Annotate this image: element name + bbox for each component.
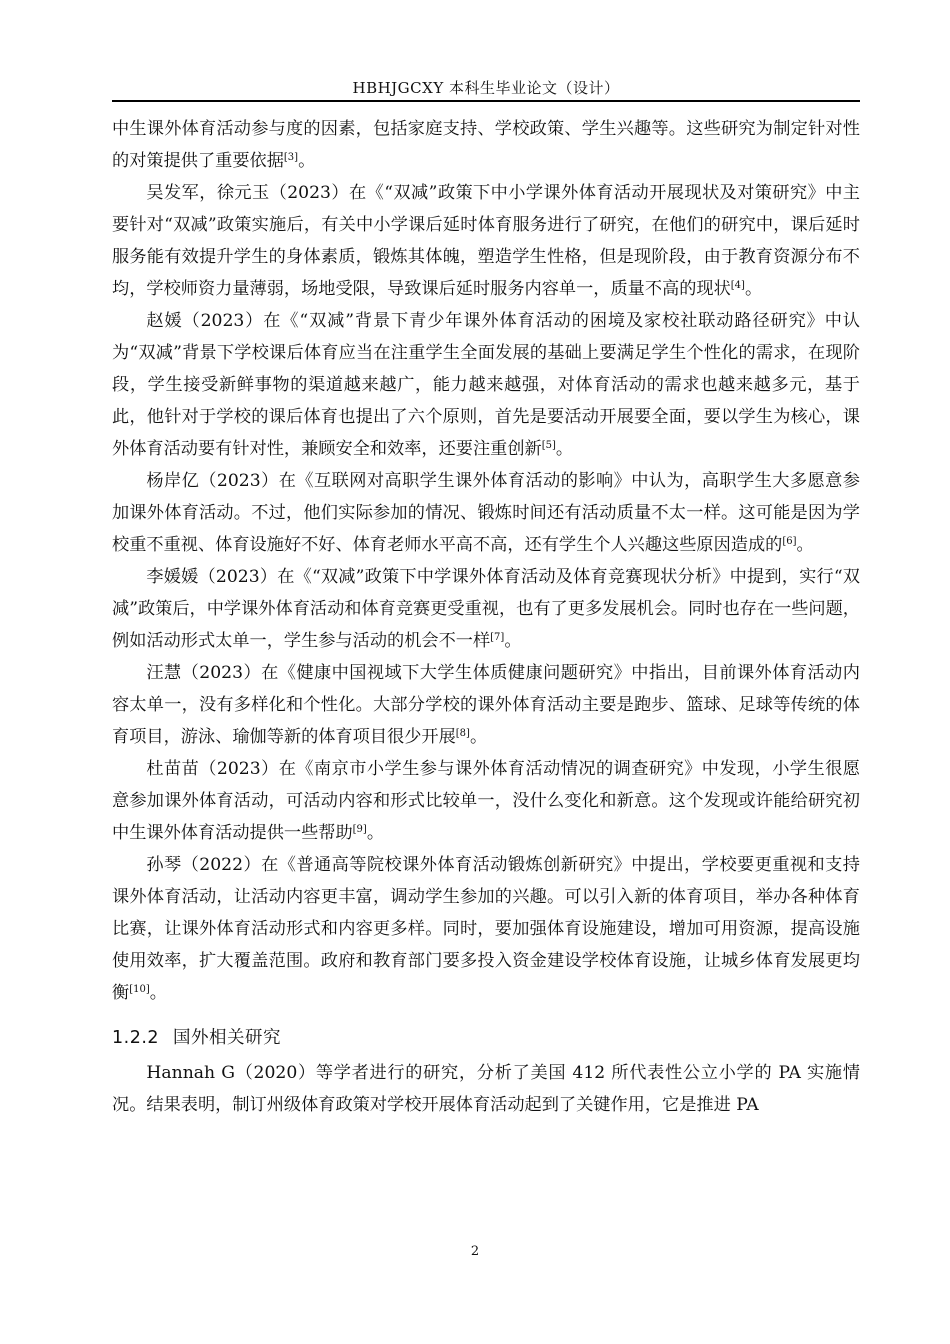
citation: [5] [541,440,556,451]
paragraph [112,465,860,561]
paragraph-end: 。 [504,631,522,651]
citation: [4] [730,280,745,291]
citation: [8] [455,728,470,739]
paragraph-text: 吴发军，徐元玉（2023）在《“双减”政策下中小学课外体育活动开展现状及对策研究》中主要针对“双减”政策实施后，有关中小学课后延时体育服务进行了研究，在他们的研究中，课后延时服务能有效提升学生的身体素质，锻炼其体魄，塑造学生性格，但是现阶段，由于教育资源分布不均，学校师资力量薄弱，场地受限，导致课后延时服务内容单一，质量不高的现状 [112,183,860,299]
paragraph [112,305,860,465]
paragraph-text: 杨岸亿（2023）在《互联网对高职学生课外体育活动的影响》中认为，高职学生大多愿意参加课外体育活动。不过，他们实际参加的情况、锻炼时间还有活动质量不太一样。这可能是因为学校重不重视、体育设施好不好、体育老师水平高不高，还有学生个人兴趣这些原因造成的 [112,471,860,555]
paragraph [112,753,860,849]
body-text [112,113,860,1121]
paragraph-text: 中生课外体育活动参与度的因素，包括家庭支持、学校政策、学生兴趣等。这些研究为制定针对性的对策提供了重要依据 [112,119,860,171]
paragraph-text: 汪慧（2023）在《健康中国视域下大学生体质健康问题研究》中指出，目前课外体育活动内容太单一，没有多样化和个性化。大部分学校的课外体育活动主要是跑步、篮球、足球等传统的体育项目，游泳、瑜伽等新的体育项目很少开展 [112,663,860,747]
section-number: 1.2.2 [112,1028,160,1048]
paragraph-end: 。 [469,727,488,747]
section-heading [112,1021,860,1055]
paragraph [112,657,860,753]
section-title: 国外相关研究 [173,1028,282,1048]
page-header: HBHJGCXY 本科生毕业论文（设计） [352,79,620,97]
paragraph-end: 。 [744,279,763,299]
page-number: 2 [470,1244,480,1259]
citation: [3] [283,152,299,163]
paragraph [112,113,860,177]
paragraph [112,177,860,305]
paragraph-end: 。 [555,439,574,459]
citation: [10] [129,984,150,995]
paragraph-text: 孙琴（2022）在《普通高等院校课外体育活动锻炼创新研究》中提出，学校要更重视和支持课外体育活动，让活动内容更丰富，调动学生参加的兴趣。可以引入新的体育项目，举办各种体育比赛，让课外体育活动形式和内容更多样。同时，要加强体育设施建设，增加可用资源，提高设施使用效率，扩大覆盖范围。政府和教育部门要多投入资金建设学校体育设施，让城乡体育发展更均衡 [112,855,860,1003]
paragraph-text: 赵媛（2023）在《“双减”背景下青少年课外体育活动的困境及家校社联动路径研究》中认为“双减”背景下学校课后体育应当在注重学生全面发展的基础上要满足学生个性化的需求，在现阶段，学生接受新鲜事物的渠道越来越广，能力越来越强，对体育活动的需求也越来越多元，基于此，他针对于学校的课后体育也提出了六个原则，首先是要活动开展要全面，要以学生为核心，课外体育活动要有针对性，兼顾安全和效率，还要注重创新 [112,311,860,459]
paragraph [112,561,860,657]
citation: [9] [352,824,367,835]
paragraph-end: 。 [149,983,167,1003]
citation: [6] [782,536,797,547]
citation: [7] [490,632,505,643]
paragraph [112,849,860,1009]
paragraph-end: 。 [366,823,385,843]
paragraph-text: 李媛媛（2023）在《“双减”政策下中学课外体育活动及体育竞赛现状分析》中提到，实行“双减”政策后，中学课外体育活动和体育竞赛更受重视，也有了更多发展机会。同时也存在一些问题，例如活动形式太单一，学生参与活动的机会不一样 [112,567,860,651]
paragraph [112,1057,860,1121]
paragraph-text: Hannah G（2020）等学者进行的研究，分析了美国 412 所代表性公立小学的 PA 实施情况。结果表明，制订州级体育政策对学校开展体育活动起到了关键作用，它是推进 PA [112,1063,860,1115]
paragraph-end: 。 [298,151,316,171]
header-divider [112,100,860,102]
paragraph-end: 。 [796,535,814,555]
paragraph-text: 杜苗苗（2023）在《南京市小学生参与课外体育活动情况的调查研究》中发现，小学生很愿意参加课外体育活动，可活动内容和形式比较单一，没什么变化和新意。这个发现或许能给研究初中生课外体育活动提供一些帮助 [112,759,860,843]
